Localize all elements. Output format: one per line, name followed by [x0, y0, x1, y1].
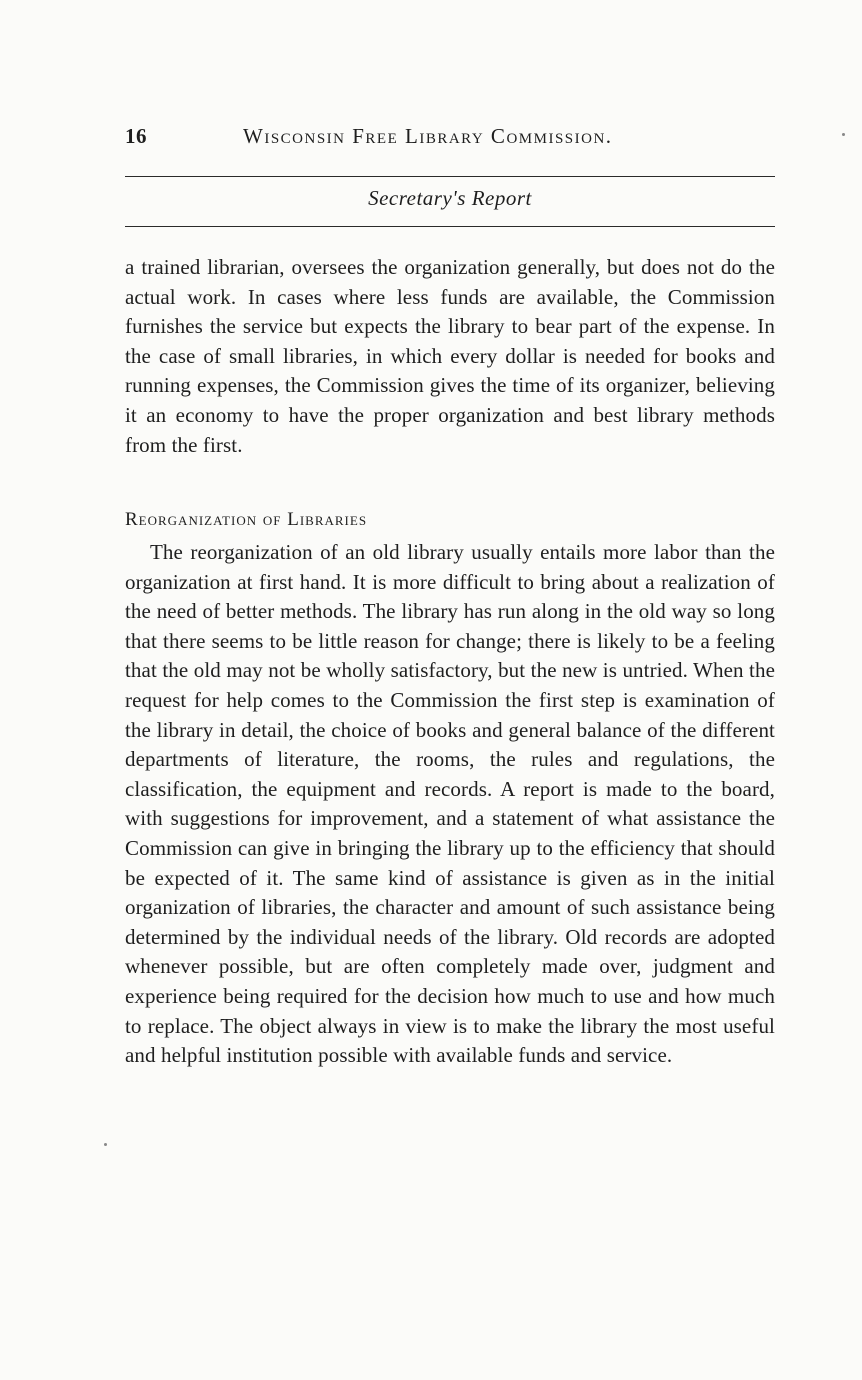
running-head	[125, 124, 775, 156]
scan-speck	[842, 133, 845, 136]
section-subheading: Reorganization of Libraries	[125, 509, 368, 530]
paragraph-1: a trained librarian, oversees the organization generally, but does not do the actual work. In cases where less funds are available, the Commission furnishes the service but expects the library to bear part of the expense. In the case of small libraries, in which every dollar is needed for books and running expenses, the Commission gives the time of its organizer, believing it an economy to have the proper organization and best library methods from the first.	[125, 255, 775, 457]
scan-speck	[104, 1143, 107, 1146]
paragraph-2: The reorganization of an old library usually entails more labor than the organization at first hand. It is more difficult to bring about a realization of the need of better methods. The library has run along in the old way so long that there seems to be little reason for change; there is likely to be a feeling that the old may not be wholly satisfactory, but the new is untried. When the request for help comes to the Commission the first step is examination of the library in detail, the choice of books and general balance of the different departments of literature, the rooms, the rules and regulations, the classification, the equipment and records. A report is made to the board, with suggestions for improvement, and a statement of what assistance the Commission can give in bringing the library up to the efficiency that should be expected of it. The same kind of assistance is given as in the initial organization of libraries, the character and amount of such assistance being determined by the individual needs of the library. Old records are adopted whenever possible, but are often completely made over, judgment and experience being required for the decision how much to use and how much to replace. The object always in view is to make the library the most useful and helpful institution possible with available funds and service.	[125, 540, 775, 1068]
header-rule-bottom	[125, 226, 775, 227]
journal-title: Wisconsin Free Library Commission.	[243, 124, 613, 148]
page-number: 16	[125, 124, 147, 148]
section-header: Secretary's Report	[368, 186, 532, 210]
header-rule-top	[125, 176, 775, 177]
